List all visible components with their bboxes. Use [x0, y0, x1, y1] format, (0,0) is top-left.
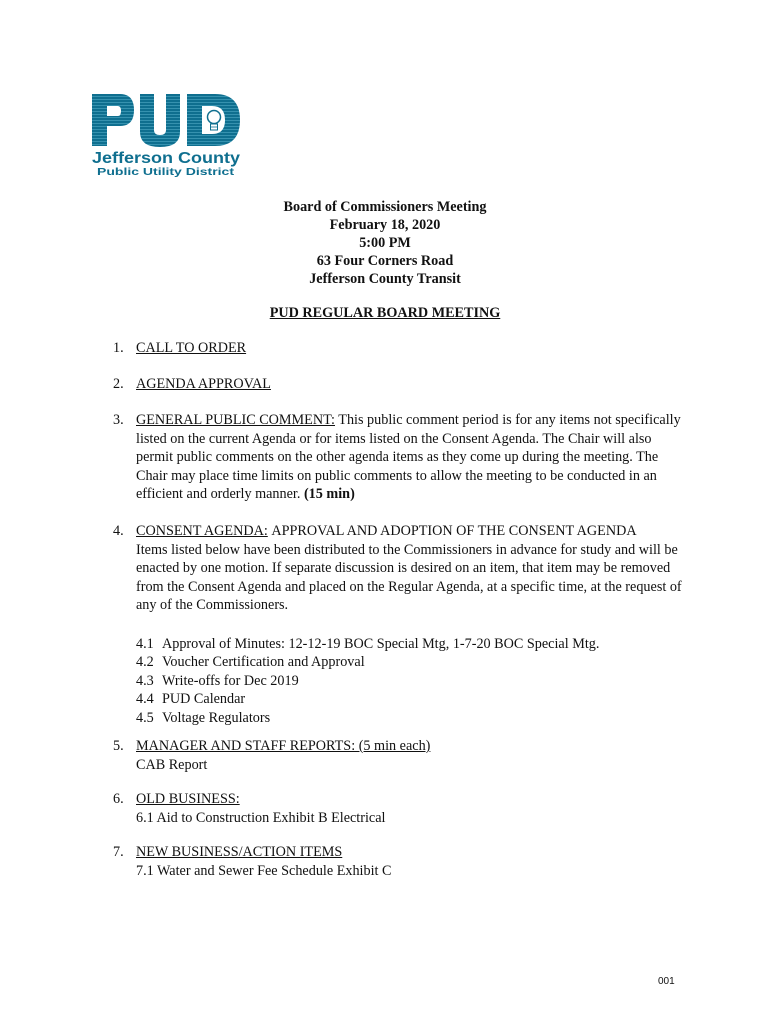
meeting-time: 5:00 PM	[359, 235, 411, 251]
pud-logo	[90, 92, 244, 178]
agenda-item-6	[113, 790, 688, 827]
item-text: Items listed below have been distributed to the Commissioners in advance for study and will be enacted by one motion. If separate discussion is desired on an item, that item may be removed from the Consent Agenda and placed on the Regular Agenda, at a specific time, at the request of any of the Commissioners.	[136, 541, 682, 613]
subitem: 4.1 Approval of Minutes: 12-12-19 BOC Special Mtg, 1-7-20 BOC Special Mtg.	[136, 635, 600, 652]
item-text: This public comment period is for any items not specifically listed on the current Agenda or for items listed on the Consent Agenda. The Chair will also permit public comments on the other agenda items as they come up during the meeting. The Chair may place time limits on public comments to allow the meeting to be conducted in an efficient and orderly manner.	[136, 412, 681, 502]
agenda-item-2	[113, 375, 688, 394]
item-title: CALL TO ORDER	[136, 340, 247, 356]
item-duration: (15 min)	[303, 486, 355, 502]
item-number: 5.	[113, 738, 124, 754]
section-title: PUD REGULAR BOARD MEETING	[269, 305, 501, 321]
meeting-header	[0, 198, 770, 288]
item-line: CAB Report	[136, 756, 208, 773]
consent-subitems	[136, 635, 688, 728]
pud-wordmark	[92, 94, 240, 147]
meeting-address: 63 Four Corners Road	[316, 253, 454, 269]
item-number: 3.	[113, 412, 124, 428]
subitem: 4.5 Voltage Regulators	[136, 709, 271, 726]
item-number: 7.	[113, 844, 124, 860]
item-title: NEW BUSINESS/ACTION ITEMS	[136, 844, 343, 860]
meeting-venue: Jefferson County Transit	[309, 271, 461, 287]
item-number: 6.	[113, 791, 124, 807]
agenda-item-7	[113, 843, 688, 880]
subitem: 4.3 Write-offs for Dec 2019	[136, 672, 299, 689]
item-line: 7.1 Water and Sewer Fee Schedule Exhibit C	[136, 862, 392, 879]
agenda-item-3	[113, 411, 688, 504]
item-number: 2.	[113, 376, 124, 392]
item-number: 4.	[113, 523, 124, 539]
item-number: 1.	[113, 340, 124, 356]
item-title: MANAGER AND STAFF REPORTS: (5 min each)	[136, 738, 431, 754]
agenda-item-4	[113, 522, 688, 727]
item-title: OLD BUSINESS:	[136, 791, 240, 807]
item-title: CONSENT AGENDA:	[136, 523, 268, 539]
item-title: GENERAL PUBLIC COMMENT:	[136, 412, 335, 428]
item-title: AGENDA APPROVAL	[136, 376, 271, 392]
subitem: 4.2 Voucher Certification and Approval	[136, 654, 365, 670]
logo-line-2: Public Utility District	[97, 167, 235, 178]
meeting-date: February 18, 2020	[329, 217, 441, 233]
meeting-name: Board of Commissioners Meeting	[283, 199, 487, 215]
logo-line-1: Jefferson County	[92, 150, 241, 167]
item-line: 6.1 Aid to Construction Exhibit B Electrical	[136, 809, 386, 826]
agenda-item-1	[113, 339, 688, 358]
item-title-rest: APPROVAL AND ADOPTION OF THE CONSENT AGENDA	[271, 523, 637, 539]
page-number: 001	[658, 976, 675, 987]
subitem: 4.4 PUD Calendar	[136, 691, 246, 707]
agenda-item-5	[113, 737, 688, 774]
